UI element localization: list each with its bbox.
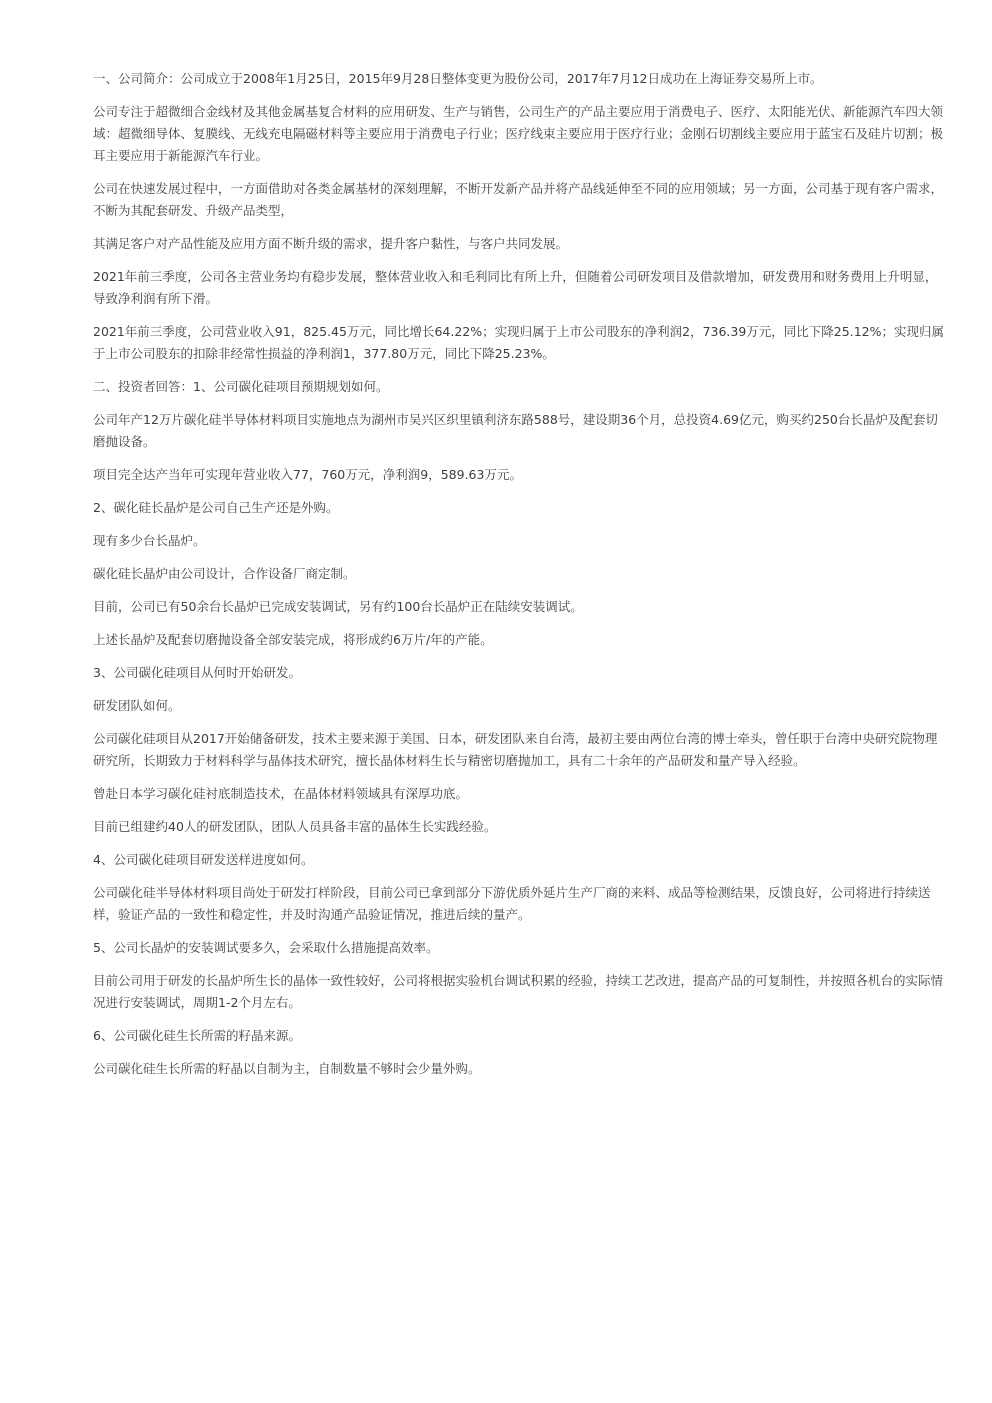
paragraph-rd-japan: 曾赴日本学习碳化硅衬底制造技术，在晶体材料领域具有深厚功底。 bbox=[93, 786, 469, 801]
heading-question-2: 2、碳化硅长晶炉是公司自己生产还是外购。 bbox=[93, 500, 339, 515]
heading-question-5: 5、公司长晶炉的安装调试要多久，会采取什么措施提高效率。 bbox=[93, 940, 439, 955]
heading-question-3-sub: 研发团队如何。 bbox=[93, 698, 181, 713]
paragraph-q3-financials: 2021年前三季度，公司营业收入91，825.45万元，同比增长64.22%；实现归属于上市公司股东的净利润2，736.39万元，同比下降25.12%；实现归属于上市公司股东的扣除非经常性损益的净利润1，377.80万元，同比下降25.23%。 bbox=[93, 324, 944, 361]
paragraph-sic-project-revenue: 项目完全达产当年可实现年营业收入77，760万元，净利润9，589.63万元。 bbox=[93, 467, 522, 482]
heading-question-4: 4、公司碳化硅项目研发送样进度如何。 bbox=[93, 852, 314, 867]
paragraph-furnace-count: 目前，公司已有50余台长晶炉已完成安装调试，另有约100台长晶炉正在陆续安装调试。 bbox=[93, 599, 583, 614]
paragraph-sample-progress: 公司碳化硅半导体材料项目尚处于研发打样阶段，目前公司已拿到部分下游优质外延片生产厂商的来料、成品等检测结果，反馈良好，公司将进行持续送样，验证产品的一致性和稳定性，并及时沟通产品验证情况，推进后续的量产。 bbox=[93, 885, 931, 922]
paragraph-installation: 目前公司用于研发的长晶炉所生长的晶体一致性较好，公司将根据实验机台调试积累的经验，持续工艺改进，提高产品的可复制性，并按照各机台的实际情况进行安装调试，周期1-2个月左右。 bbox=[93, 973, 944, 1010]
heading-question-1: 二、投资者回答：1、公司碳化硅项目预期规划如何。 bbox=[93, 379, 389, 394]
paragraph-development-strategy: 公司在快速发展过程中，一方面借助对各类金属基材的深刻理解，不断开发新产品并将产品线延伸至不同的应用领域；另一方面，公司基于现有客户需求，不断为其配套研发、升级产品类型， bbox=[93, 181, 944, 218]
paragraph-furnace-design: 碳化硅长晶炉由公司设计，合作设备厂商定制。 bbox=[93, 566, 356, 581]
heading-question-6: 6、公司碳化硅生长所需的籽晶来源。 bbox=[93, 1028, 301, 1043]
paragraph-company-intro: 一、公司简介：公司成立于2008年1月25日，2015年9月28日整体变更为股份公司，2017年7月12日成功在上海证券交易所上市。 bbox=[93, 71, 823, 86]
heading-question-2-sub: 现有多少台长晶炉。 bbox=[93, 533, 206, 548]
paragraph-rd-history: 公司碳化硅项目从2017开始储备研发，技术主要来源于美国、日本，研发团队来自台湾，最初主要由两位台湾的博士牵头，曾任职于台湾中央研究院物理研究所，长期致力于材料科学与晶体技术研究，擅长晶体材料生长与精密切磨抛加工，具有二十余年的产品研发和量产导入经验。 bbox=[93, 731, 938, 768]
paragraph-business-focus: 公司专注于超微细合金线材及其他金属基复合材料的应用研发、生产与销售，公司生产的产品主要应用于消费电子、医疗、太阳能光伏、新能源汽车四大领域：超微细导体、复膜线、无线充电隔磁材料等主要应用于消费电子行业；医疗线束主要应用于医疗行业；金刚石切割线主要应用于蓝宝石及硅片切割；极耳主要应用于新能源汽车行业。 bbox=[93, 104, 944, 163]
paragraph-q3-overview: 2021年前三季度，公司各主营业务均有稳步发展，整体营业收入和毛利同比有所上升，但随着公司研发项目及借款增加，研发费用和财务费用上升明显，导致净利润有所下滑。 bbox=[93, 269, 938, 306]
paragraph-seed-crystal: 公司碳化硅生长所需的籽晶以自制为主，自制数量不够时会少量外购。 bbox=[93, 1061, 481, 1076]
paragraph-rd-team: 目前已组建约40人的研发团队，团队人员具备丰富的晶体生长实践经验。 bbox=[93, 819, 497, 834]
paragraph-furnace-capacity: 上述长晶炉及配套切磨抛设备全部安装完成，将形成约6万片/年的产能。 bbox=[93, 632, 493, 647]
paragraph-sic-project-plan: 公司年产12万片碳化硅半导体材料项目实施地点为湖州市吴兴区织里镇利济东路588号，建设期36个月，总投资4.69亿元，购买约250台长晶炉及配套切磨抛设备。 bbox=[93, 412, 938, 449]
paragraph-customer-needs: 其满足客户对产品性能及应用方面不断升级的需求，提升客户黏性，与客户共同发展。 bbox=[93, 236, 569, 251]
heading-question-3: 3、公司碳化硅项目从何时开始研发。 bbox=[93, 665, 301, 680]
document-body bbox=[93, 68, 945, 1091]
